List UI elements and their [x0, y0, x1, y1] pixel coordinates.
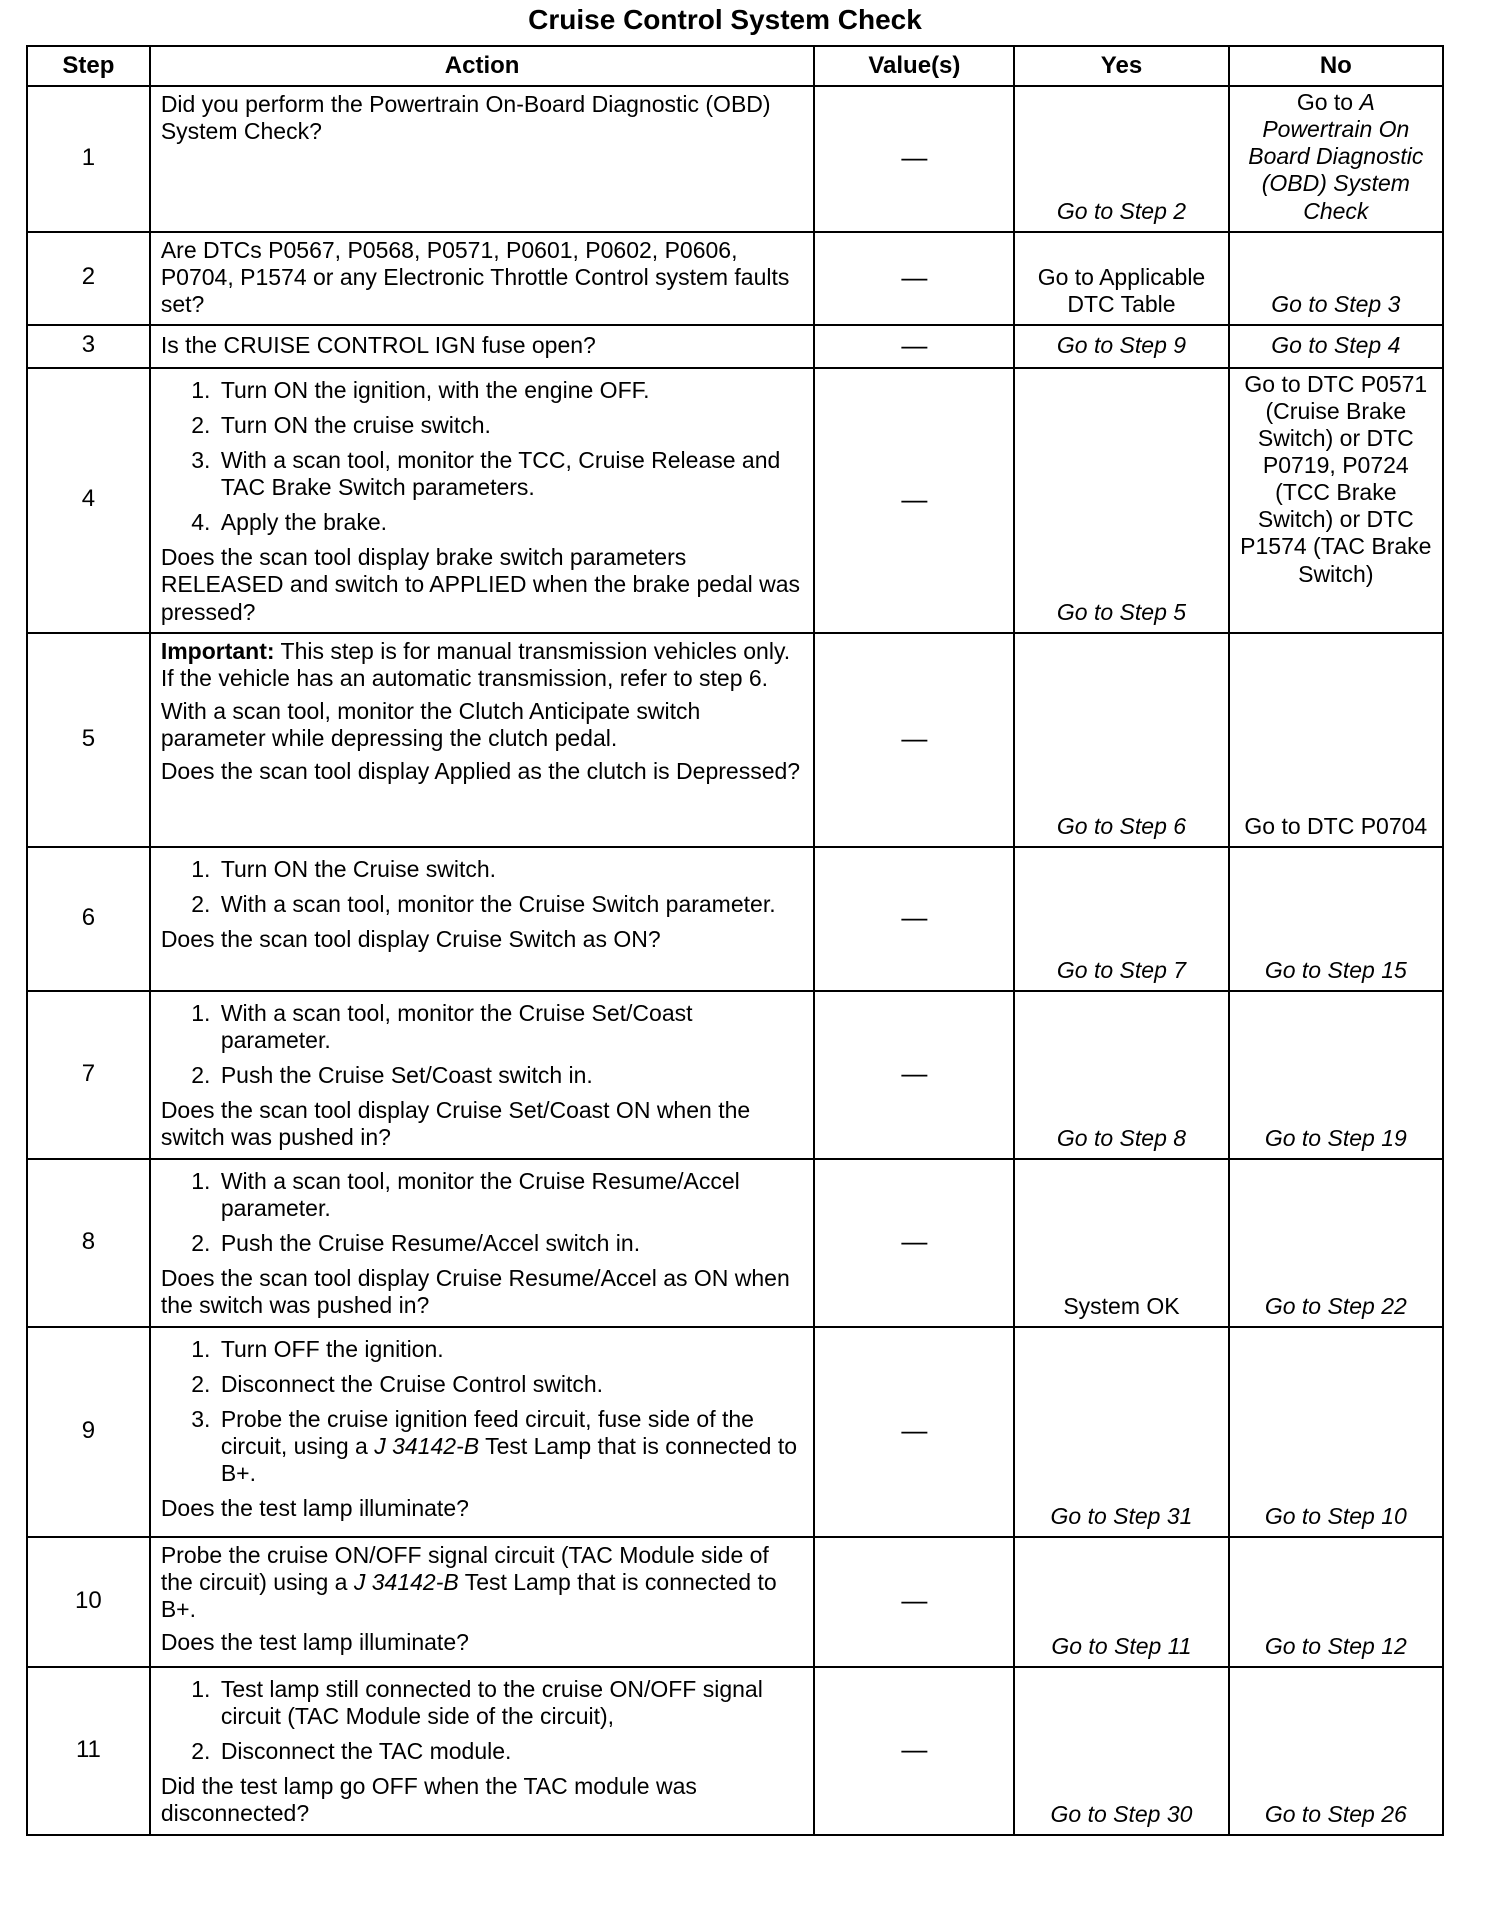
action-cell	[150, 325, 815, 368]
action-cell	[150, 847, 815, 991]
action-steps	[161, 1168, 804, 1257]
important-text: This step is for manual transmission vehicles only. If the vehicle has an automatic transmission, refer to step 6.	[160, 637, 791, 691]
no-link: A Powertrain On Board Diagnostic (OBD) System Check	[1248, 89, 1424, 224]
yes-cell: Go to Step 30	[1014, 1667, 1228, 1835]
yes-cell: Go to Step 5	[1014, 368, 1228, 633]
no-cell: Go to DTC P0571 (Cruise Brake Switch) or DTC P0719, P0724 (TCC Brake Switch) or DTC P1574 (TAC Brake Switch)	[1229, 368, 1443, 633]
instruction-text: Probe the cruise ON/OFF signal circuit (TAC Module side of the circuit) using a	[160, 1541, 769, 1595]
yes-cell: Go to Step 31	[1014, 1327, 1228, 1537]
step-number: 4	[27, 368, 150, 633]
step-number: 11	[27, 1667, 150, 1835]
action-step-item: 2. Push the Cruise Set/Coast switch in.	[217, 1062, 804, 1089]
action-step-item: 1. Turn OFF the ignition.	[217, 1336, 804, 1363]
page-title: Cruise Control System Check	[528, 4, 922, 35]
no-cell: Go to Step 4	[1229, 325, 1443, 368]
header-no: No	[1229, 46, 1443, 86]
header-values: Value(s)	[814, 46, 1014, 86]
action-step-item: 1. Turn ON the Cruise switch.	[217, 856, 804, 883]
action-question: Did the test lamp go OFF when the TAC module was disconnected?	[160, 1773, 697, 1827]
value-cell: —	[814, 232, 1014, 325]
action-question: Does the scan tool display Cruise Switch as ON?	[160, 925, 661, 952]
important-label: Important:	[160, 637, 275, 664]
value-cell: —	[814, 847, 1014, 991]
action-step-item: 2. Disconnect the Cruise Control switch.	[217, 1371, 804, 1398]
action-step-item: 4. Apply the brake.	[217, 509, 804, 536]
no-cell: Go to Step 12	[1229, 1537, 1443, 1667]
instruction-text: Test Lamp that is connected to B+.	[160, 1568, 777, 1622]
action-question: Does the scan tool display Cruise Resume/Accel as ON when the switch was pushed in?	[160, 1265, 790, 1319]
header-yes: Yes	[1014, 46, 1228, 86]
action-step-item: 2. Disconnect the TAC module.	[217, 1738, 804, 1765]
action-steps	[161, 856, 804, 918]
action-question: Are DTCs P0567, P0568, P0571, P0601, P0602, P0606, P0704, P1574 or any Electronic Throttle Control system faults set?	[160, 236, 790, 317]
action-question: Does the scan tool display Applied as the clutch is Depressed?	[160, 758, 801, 785]
action-step-item: 3. With a scan tool, monitor the TCC, Cruise Release and TAC Brake Switch parameters.	[217, 447, 804, 501]
action-steps	[161, 1336, 804, 1488]
no-cell: Go to DTC P0704	[1229, 633, 1443, 847]
value-cell: —	[814, 1159, 1014, 1327]
value-cell: —	[814, 1667, 1014, 1835]
yes-cell: Go to Step 9	[1014, 325, 1228, 368]
table-row	[27, 1667, 1443, 1835]
action-steps	[161, 1000, 804, 1089]
step-number: 5	[27, 633, 150, 847]
yes-cell: Go to Applicable DTC Table	[1014, 232, 1228, 325]
action-question: Does the scan tool display Cruise Set/Coast ON when the switch was pushed in?	[160, 1097, 751, 1151]
no-cell: Go to Step 10	[1229, 1327, 1443, 1537]
step-number: 3	[27, 325, 150, 368]
action-instruction	[161, 1542, 804, 1623]
action-question: Does the scan tool display brake switch parameters RELEASED and switch to APPLIED when the brake pedal was pressed?	[160, 544, 801, 625]
yes-cell: Go to Step 2	[1014, 86, 1228, 232]
value-cell: —	[814, 325, 1014, 368]
action-step-item: 1. Test lamp still connected to the cruise ON/OFF signal circuit (TAC Module side of the circuit),	[217, 1676, 804, 1730]
step-number: 8	[27, 1159, 150, 1327]
table-row	[27, 232, 1443, 325]
step-number: 6	[27, 847, 150, 991]
no-cell	[1229, 86, 1443, 232]
action-question: Does the test lamp illuminate?	[160, 1495, 469, 1522]
action-step-item: 2. Push the Cruise Resume/Accel switch in.	[217, 1230, 804, 1257]
table-row	[27, 325, 1443, 368]
item-text: Probe the cruise ignition feed circuit, fuse side of the circuit, using a	[220, 1405, 754, 1460]
no-cell: Go to Step 15	[1229, 847, 1443, 991]
action-cell	[150, 232, 815, 325]
no-cell: Go to Step 22	[1229, 1159, 1443, 1327]
action-question: Did you perform the Powertrain On-Board Diagnostic (OBD) System Check?	[160, 91, 771, 145]
no-prefix: Go to	[1296, 89, 1354, 115]
tool-number: J 34142-B	[353, 1568, 459, 1595]
table-row	[27, 368, 1443, 633]
action-question: Does the test lamp illuminate?	[160, 1629, 469, 1656]
value-cell: —	[814, 1327, 1014, 1537]
value-cell: —	[814, 991, 1014, 1159]
diagnostic-table	[26, 45, 1444, 1836]
action-step-item: 1. With a scan tool, monitor the Cruise Set/Coast parameter.	[217, 1000, 804, 1054]
step-number: 9	[27, 1327, 150, 1537]
table-row	[27, 1537, 1443, 1667]
table-row	[27, 633, 1443, 847]
action-cell	[150, 1327, 815, 1537]
value-cell: —	[814, 1537, 1014, 1667]
action-cell	[150, 368, 815, 633]
table-row	[27, 86, 1443, 232]
no-cell: Go to Step 19	[1229, 991, 1443, 1159]
yes-cell: Go to Step 11	[1014, 1537, 1228, 1667]
step-number: 1	[27, 86, 150, 232]
yes-cell: Go to Step 7	[1014, 847, 1228, 991]
value-cell: —	[814, 633, 1014, 847]
header-action: Action	[150, 46, 815, 86]
step-number: 2	[27, 232, 150, 325]
value-cell: —	[814, 368, 1014, 633]
action-question: Is the CRUISE CONTROL IGN fuse open?	[160, 331, 596, 358]
table-row	[27, 1327, 1443, 1537]
step-number: 10	[27, 1537, 150, 1667]
action-cell	[150, 633, 815, 847]
item-text: Test Lamp that is connected to B+.	[220, 1433, 798, 1487]
action-steps	[161, 377, 804, 537]
action-step-item: 1. With a scan tool, monitor the Cruise Resume/Accel parameter.	[217, 1168, 804, 1222]
no-cell: Go to Step 3	[1229, 232, 1443, 325]
step-number: 7	[27, 991, 150, 1159]
action-step-item: 2. With a scan tool, monitor the Cruise Switch parameter.	[217, 891, 804, 918]
tool-number: J 34142-B	[374, 1433, 480, 1460]
yes-cell: System OK	[1014, 1159, 1228, 1327]
action-cell	[150, 1159, 815, 1327]
action-cell	[150, 991, 815, 1159]
action-cell	[150, 1667, 815, 1835]
action-step-item	[217, 1406, 804, 1487]
action-instruction: With a scan tool, monitor the Clutch Anticipate switch parameter while depressing the clutch pedal.	[160, 697, 701, 752]
no-cell: Go to Step 26	[1229, 1667, 1443, 1835]
important-note	[161, 638, 804, 692]
header-row	[27, 46, 1443, 86]
action-step-item: 2. Turn ON the cruise switch.	[217, 412, 804, 439]
action-steps	[161, 1676, 804, 1765]
yes-cell: Go to Step 6	[1014, 633, 1228, 847]
action-step-item: 1. Turn ON the ignition, with the engine OFF.	[217, 377, 804, 404]
value-cell: —	[814, 86, 1014, 232]
table-row	[27, 1159, 1443, 1327]
yes-cell: Go to Step 8	[1014, 991, 1228, 1159]
action-cell	[150, 1537, 815, 1667]
action-cell	[150, 86, 815, 232]
header-step: Step	[27, 46, 150, 86]
table-row	[27, 991, 1443, 1159]
table-row	[27, 847, 1443, 991]
